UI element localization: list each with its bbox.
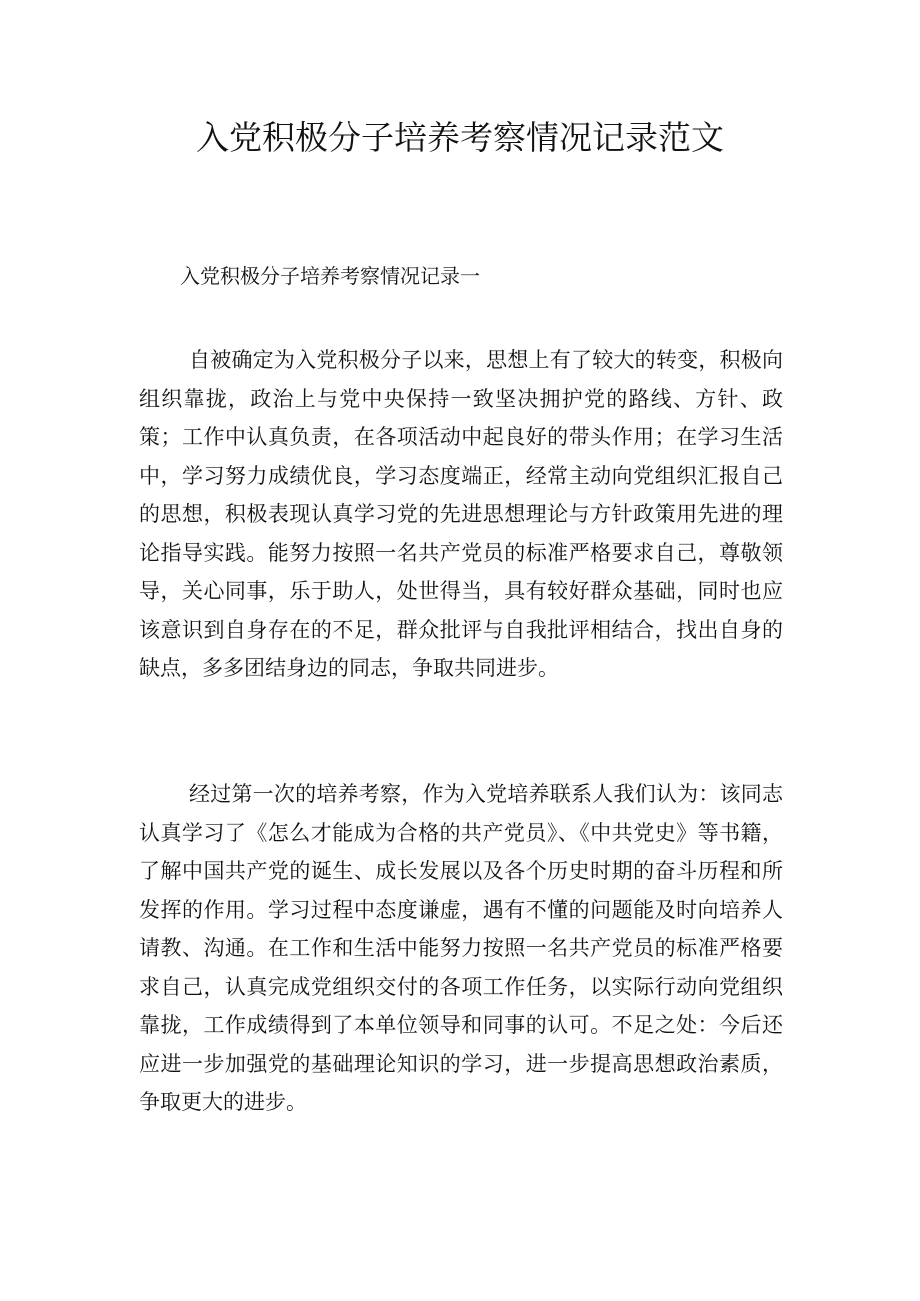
body-paragraph-1: 自被确定为入党积极分子以来，思想上有了较大的转变，积极向组织靠拢，政治上与党中央保持一致坚决拥护党的路线、方针、政策；工作中认真负责，在各项活动中起良好的带头作用；在学习生活中，学习努力成绩优良，学习态度端正，经常主动向党组织汇报自己的思想，积极表现认真学习党的先进思想理论与方针政策用先进的理论指导实践。能努力按照一名共产党员的标准严格要求自己，尊敬领导，关心同事，乐于助人，处世得当，具有较好群众基础，同时也应该意识到自身存在的不足，群众批评与自我批评相结合，找出自身的缺点，多多团结身边的同志，争取共同进步。	[139, 348, 783, 680]
document-title: 入党积极分子培养考察情况记录范文	[196, 118, 724, 157]
section-heading: 入党积极分子培养考察情况记录一	[180, 264, 480, 288]
body-paragraph-2: 经过第一次的培养考察，作为入党培养联系人我们认为：该同志认真学习了《怎么才能成为合格的共产党员》、《中共党史》等书籍，了解中国共产党的诞生、成长发展以及各个历史时期的奋斗历程和所发挥的作用。学习过程中态度谦虚，遇有不懂的问题能及时向培养人请教、沟通。在工作和生活中能努力按照一名共产党员的标准严格要求自己，认真完成党组织交付的各项工作任务，以实际行动向党组织靠拢，工作成绩得到了本单位领导和同事的认可。不足之处：今后还应进一步加强党的基础理论知识的学习，进一步提高思想政治素质，争取更大的进步。	[139, 782, 783, 1114]
